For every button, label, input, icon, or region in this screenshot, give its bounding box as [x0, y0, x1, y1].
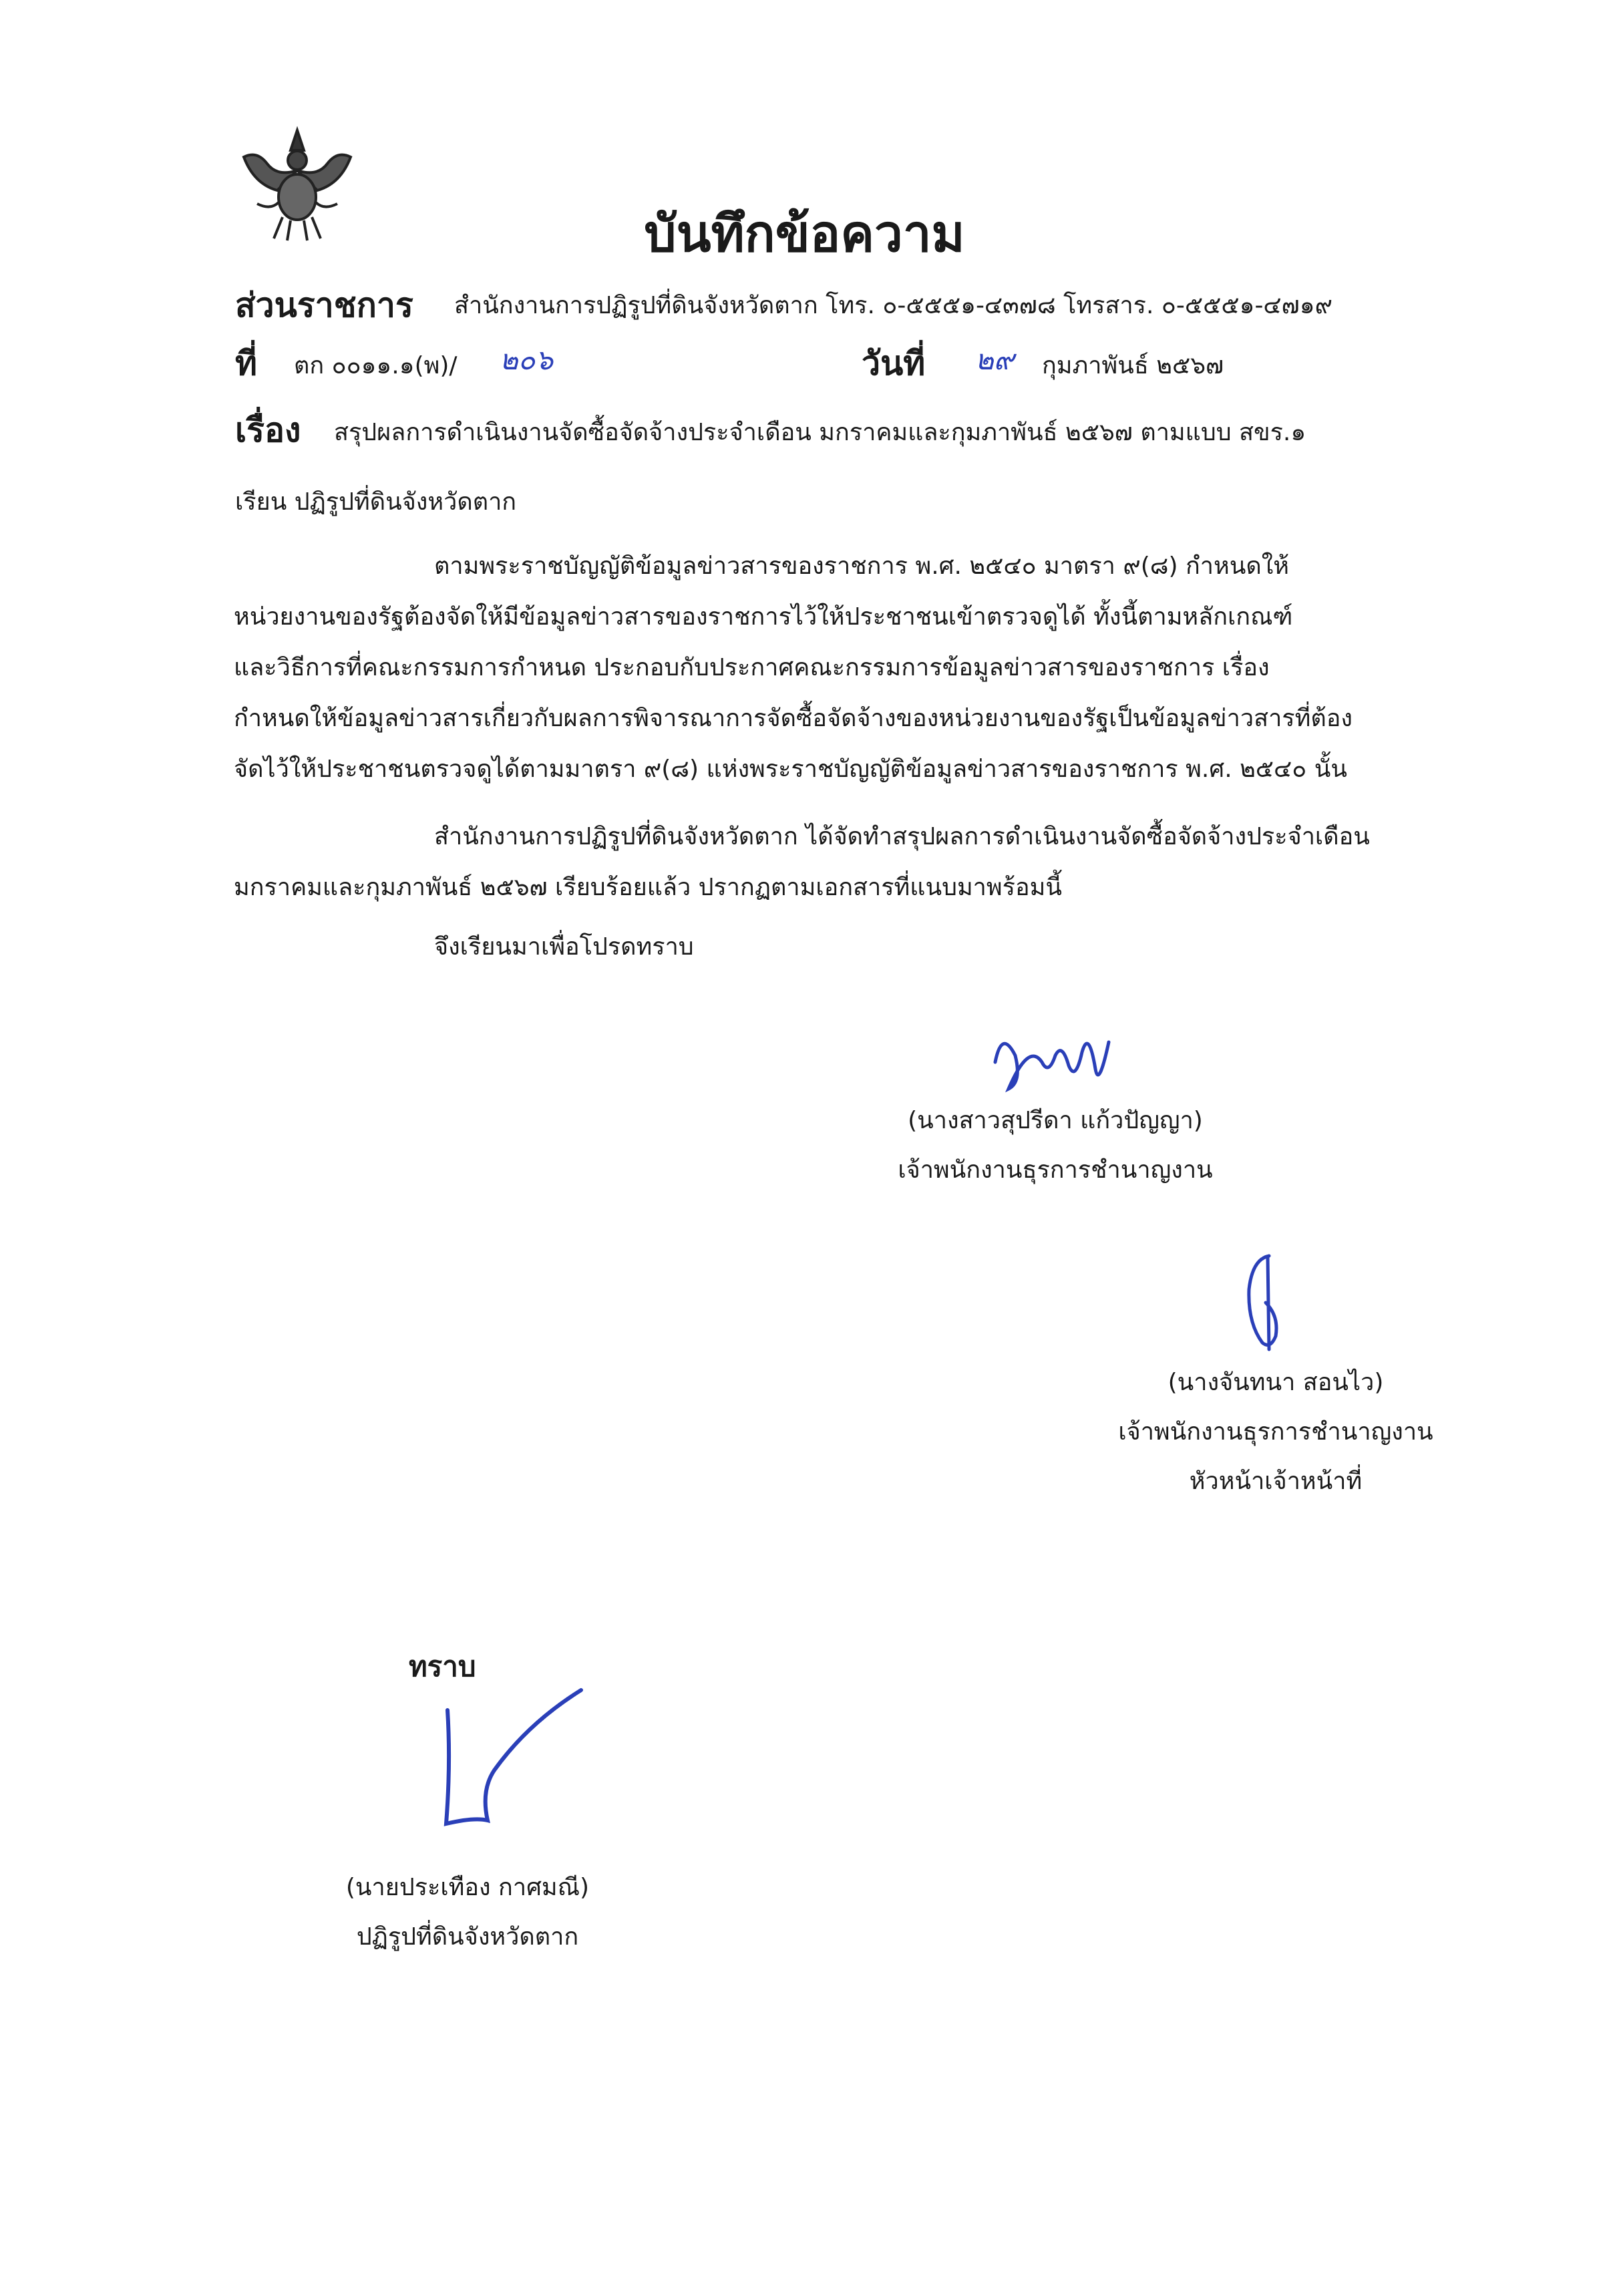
signature-2 [1229, 1249, 1296, 1356]
agency-value: สำนักงานการปฏิรูปที่ดินจังหวัดตาก โทร. ๐-๕๕๕๑-๔๓๗๘ โทรสาร. ๐-๕๕๕๑-๔๗๑๙ [454, 292, 1332, 319]
paragraph-2-line: สำนักงานการปฏิรูปที่ดินจังหวัดตาก ได้จัดทำสรุปผลการดำเนินงานจัดซื้อจัดจ้างประจำเดือน [434, 823, 1370, 850]
acknowledger-position: ปฏิรูปที่ดินจังหวัดตาก [356, 1923, 579, 1951]
subject-label: เรื่อง [235, 411, 301, 450]
paragraph-2 [234, 812, 1496, 913]
closing-line: จึงเรียนมาเพื่อโปรดทราบ [434, 933, 694, 961]
signature-1 [982, 1015, 1135, 1109]
paragraph-1-line: ตามพระราชบัญญัติข้อมูลข่าวสารของราชการ พ.ศ. ๒๕๔๐ มาตรา ๙(๘) กำหนดให้ [434, 552, 1290, 580]
date-day-handwritten: ๒๙ [975, 343, 1015, 376]
paragraph-2-line: มกราคมและกุมภาพันธ์ ๒๕๖๗ เรียบร้อยแล้ว ปรากฏตามเอกสารที่แนบมาพร้อมนี้ [234, 874, 1062, 901]
reference-label: ที่ [235, 344, 257, 383]
paragraph-1-line: กำหนดให้ข้อมูลข่าวสารเกี่ยวกับผลการพิจารณาการจัดซื้อจัดจ้างของหน่วยงานของรัฐเป็นข้อมูลข่าวสารที่ต้อง [234, 705, 1353, 732]
subject-value: สรุปผลการดำเนินงานจัดซื้อจัดจ้างประจำเดือน มกราคมและกุมภาพันธ์ ๒๕๖๗ ตามแบบ สขร.๑ [334, 419, 1306, 446]
reference-handwritten-number: ๒๐๖ [500, 343, 553, 376]
paragraph-1-line: จัดไว้ให้ประชาชนตรวจดูได้ตามมาตรา ๙(๘) แห่งพระราชบัญญัติข้อมูลข่าวสารของราชการ พ.ศ. ๒๕๔๐ นั้น [234, 756, 1347, 783]
document-title: บันทึกข้อความ [644, 204, 965, 263]
signer-2-name: (นางจันทนา สอนไว) [1168, 1369, 1384, 1396]
signer-1-position: เจ้าพนักงานธุรการชำนาญงาน [898, 1156, 1213, 1184]
paragraph-1-line: หน่วยงานของรัฐต้องจัดให้มีข้อมูลข่าวสารของราชการไว้ให้ประชาชนเข้าตรวจดูได้ ทั้งนี้ตามหลักเกณฑ์ [234, 603, 1293, 631]
date-value: กุมภาพันธ์ ๒๕๖๗ [1042, 352, 1224, 379]
acknowledger-name: (นายประเทือง กาศมณี) [345, 1874, 590, 1901]
paragraph-1 [234, 541, 1496, 795]
salutation: เรียน ปฏิรูปที่ดินจังหวัดตาก [235, 488, 517, 516]
date-label: วันที่ [862, 344, 926, 383]
signer-2-position: เจ้าพนักงานธุรการชำนาญงาน [1118, 1418, 1433, 1446]
reference-value: ตก ๐๐๑๑.๑(พ)/ [294, 352, 458, 379]
signer-2-role: หัวหน้าเจ้าหน้าที่ [1189, 1468, 1363, 1495]
agency-label: ส่วนราชการ [235, 286, 413, 325]
paragraph-1-line: และวิธีการที่คณะกรรมการกำหนด ประกอบกับประกาศคณะกรรมการข้อมูลข่าวสารของราชการ เรื่อง [234, 654, 1270, 681]
acknowledge-label: ทราบ [409, 1650, 476, 1683]
signature-3 [434, 1683, 588, 1837]
signer-1-name: (นางสาวสุปรีดา แก้วปัญญา) [908, 1107, 1203, 1134]
